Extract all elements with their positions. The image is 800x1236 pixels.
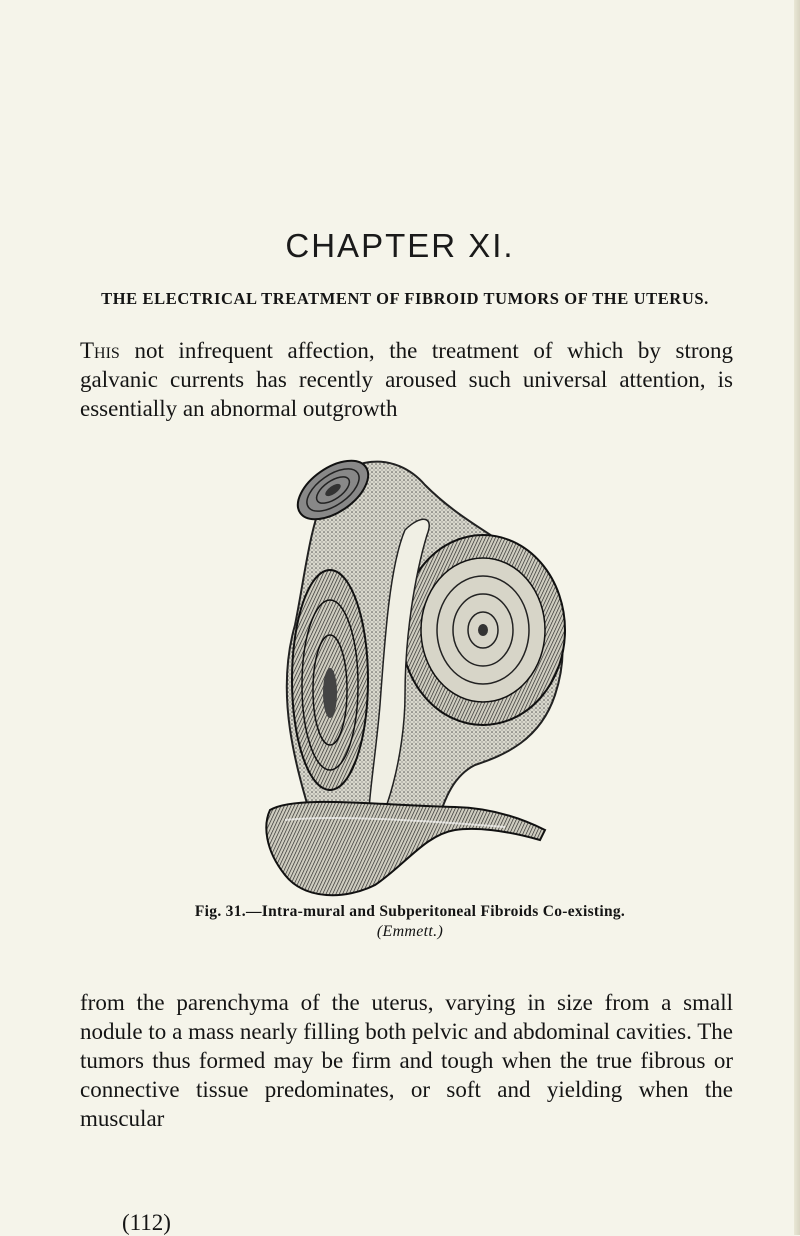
chapter-heading: CHAPTER XI. <box>285 227 515 264</box>
cervix <box>266 802 545 895</box>
page-edge <box>794 0 800 1235</box>
intramural-fibroid-left <box>292 570 368 790</box>
fibroid-illustration <box>255 435 590 905</box>
paragraph-2: from the parenchyma of the uterus, varying in size from a small nodule to a mass nearly filling both pelvic and abdominal cavities. The tumors thus formed may be firm and tough when the true fibrous or connective tissue predominates, or soft and yielding when the muscular <box>80 990 733 1131</box>
paragraph-1 <box>80 336 733 423</box>
figure-caption <box>70 902 750 942</box>
caption-text: Fig. 31.—Intra-mural and Subperitoneal Fibroids Co-existing. <box>194 903 626 920</box>
page-number: (112) <box>122 1210 171 1235</box>
section-title: THE ELECTRICAL TREATMENT OF FIBROID TUMORS OF THE UTERUS. <box>101 289 709 308</box>
caption-credit: (Emmett.) <box>376 923 444 940</box>
paragraph-lead: This <box>80 338 120 363</box>
intramural-fibroid-right <box>401 535 565 725</box>
paragraph-1-text: not infrequent affection, the treatment of which by strong galvanic currents has recently aroused such universal attention, is essentially an abnormal outgrowth <box>80 338 733 421</box>
